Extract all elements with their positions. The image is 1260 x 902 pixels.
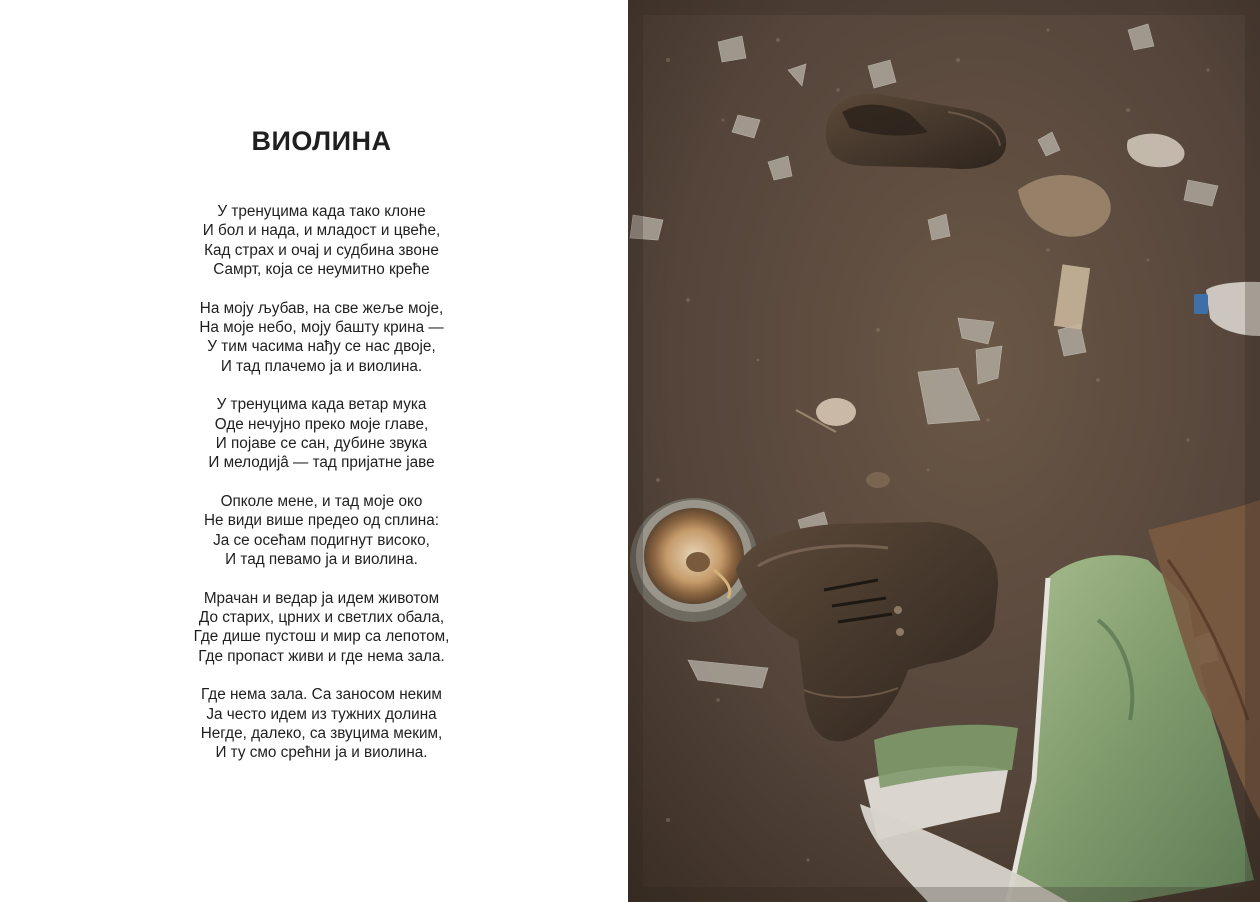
poem-line: И тад плачемо ја и виолина. bbox=[220, 357, 423, 375]
poem-line: Ја се осећам подигнут високо, bbox=[213, 531, 430, 549]
poem-line: И појаве се сан, дубине звука bbox=[215, 435, 428, 453]
poem-line: Где нема зала. Са заносом неким bbox=[201, 686, 442, 704]
poem-line: До старих, црних и светлих обала, bbox=[198, 608, 445, 626]
stanza-1 bbox=[0, 202, 643, 280]
poem-line: И мелодијâ — тад пријатне јаве bbox=[208, 454, 435, 472]
poem-line: На моју љубав, на све жеље моје, bbox=[199, 299, 444, 317]
speaker-cone bbox=[630, 498, 758, 622]
poem-line: Где дише пустош и мир са лепотом, bbox=[193, 628, 450, 646]
poem-line: Опколе мене, и тад моје око bbox=[220, 492, 423, 510]
poem-line: Самрт, која се неумитно креће bbox=[213, 261, 430, 279]
poem-line: И тад певамо ја и виолина. bbox=[225, 551, 418, 569]
stanza-4 bbox=[0, 492, 643, 570]
stanza-6 bbox=[0, 685, 643, 763]
debris-photo bbox=[628, 0, 1260, 902]
stanza-3 bbox=[0, 395, 643, 473]
stanza-5 bbox=[0, 589, 643, 667]
poem-line: И бол и нада, и младост и цвеће, bbox=[202, 222, 441, 240]
poem-line: У тим часима нађу се нас двоје, bbox=[207, 338, 436, 356]
poem-line: Оде нечујно преко моје главе, bbox=[214, 415, 429, 433]
poem-line: У тренуцима када тако клоне bbox=[217, 203, 426, 220]
stanza-2 bbox=[0, 299, 643, 377]
poem-line: Кад страх и очај и судбина звоне bbox=[204, 241, 439, 259]
poem-line: Негде, далеко, са звуцима меким, bbox=[200, 724, 443, 742]
poem-line: Мрачан и ведар ја идем животом bbox=[203, 589, 440, 607]
poem-line: Ја често идем из тужних долина bbox=[206, 705, 437, 723]
poem bbox=[0, 124, 643, 782]
poem-line: И ту смо срећни ја и виолина. bbox=[215, 744, 428, 762]
poem-page bbox=[0, 0, 628, 902]
photo-page bbox=[628, 0, 1260, 902]
poem-line: На моје небо, моју башту крина — bbox=[199, 319, 444, 337]
poem-line: Где пропаст живи и где нема зала. bbox=[198, 647, 445, 665]
poem-title: ВИОЛИНА bbox=[251, 126, 392, 156]
poem-line: У тренуцима када ветар мука bbox=[216, 396, 427, 414]
poem-line: Не види више предео од сплина: bbox=[203, 512, 439, 530]
